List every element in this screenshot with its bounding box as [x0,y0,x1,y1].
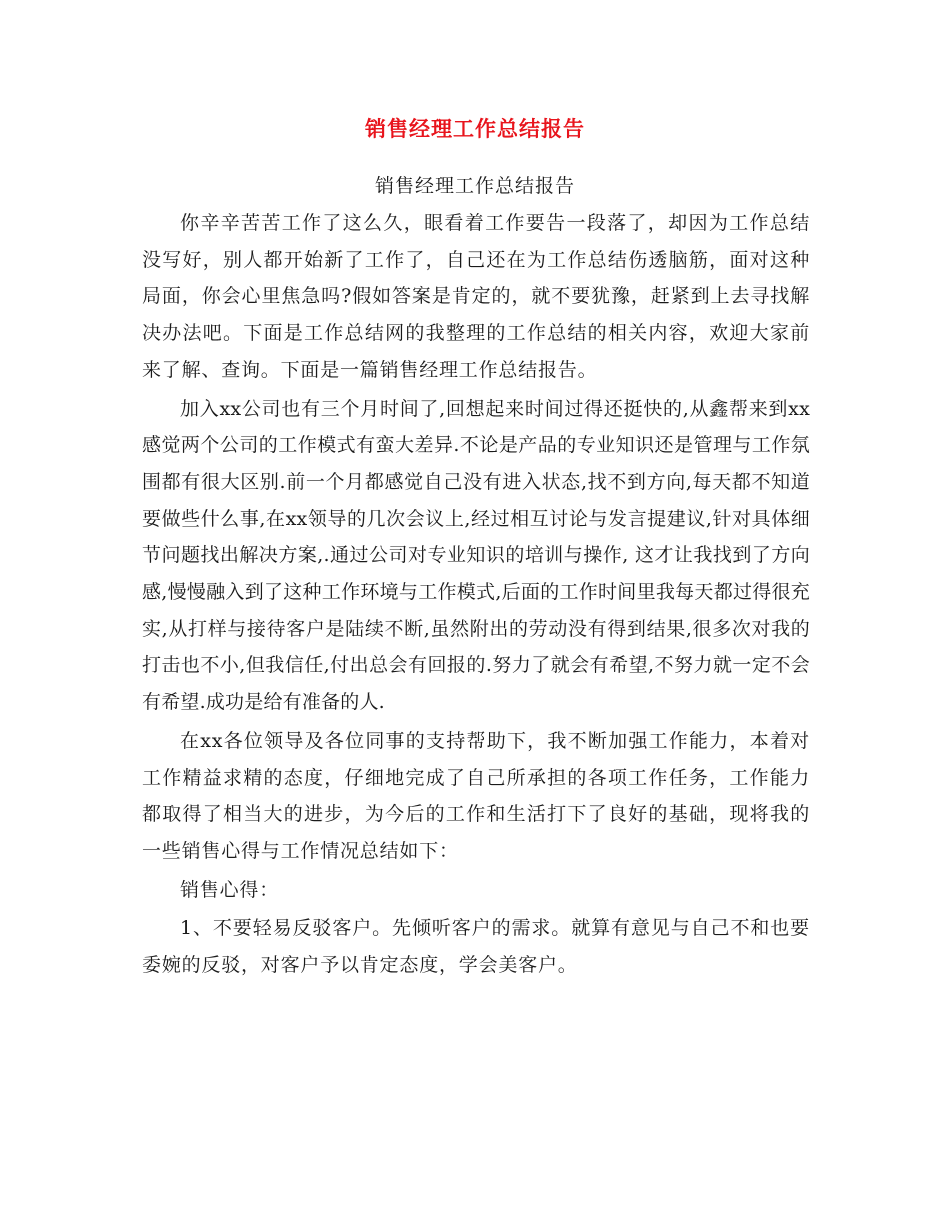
paragraph-tip-1: 1、不要轻易反驳客户。先倾听客户的需求。就算有意见与自己不和也要委婉的反驳，对客户予以肯定态度，学会美客户。 [142,917,810,977]
paragraph-experience: 加入xx公司也有三个月时间了,回想起来时间过得还挺快的,从鑫帮来到xx感觉两个公司的工作模式有蛮大差异.不论是产品的专业知识还是管理与工作氛围都有很大区别.前一个月都感觉自己没有进入状态,找不到方向,每天都不知道要做些什么事,在xx领导的几次会议上,经过相互讨论与发言提建议,针对具体细节问题找出解决方案,.通过公司对专业知识的培训与操作, 这才让我找到了方向感,慢慢融入到了这种工作环境与工作模式,后面的工作时间里我每天都过得很充实,从打样与接待客户是陆续不断,虽然附出的劳动没有得到结果,很多次对我的打击也不小,但我信任,付出总会有回报的.努力了就会有希望,不努力就一定不会有希望.成功是给有准备的人. [142,397,810,714]
document-subtitle: 销售经理工作总结报告 [374,175,575,197]
paragraph-heading-sales-insights: 销售心得： [180,878,280,901]
paragraph-intro: 你辛辛苦苦工作了这么久，眼看着工作要告一段落了，却因为工作总结没写好，别人都开始新了工作了，自己还在为工作总结伤透脑筋，面对这种局面，你会心里焦急吗?假如答案是肯定的，就不要犹豫，赶紧到上去寻找解决办法吧。下面是工作总结网的我整理的工作总结的相关内容，欢迎大家前来了解、查询。下面是一篇销售经理工作总结报告。 [142,212,810,381]
paragraph-progress: 在xx各位领导及各位同事的支持帮助下，我不断加强工作能力，本着对工作精益求精的态度，仔细地完成了自己所承担的各项工作任务，工作能力都取得了相当大的进步，为今后的工作和生活打下了良好的基础，现将我的一些销售心得与工作情况总结如下： [142,729,810,862]
document-body [142,205,810,986]
document-title: 销售经理工作总结报告 [365,117,585,141]
